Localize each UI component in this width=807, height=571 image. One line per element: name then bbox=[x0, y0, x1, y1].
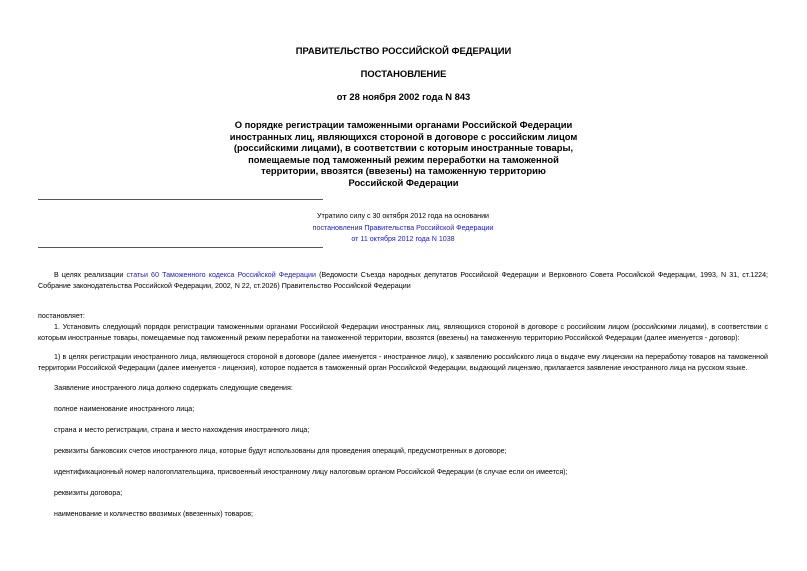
title-line: помещаемые под таможенный режим переработки на таможенной bbox=[248, 153, 559, 165]
repeal-decree-date-link[interactable]: от 11 октября 2012 года N 1038 bbox=[351, 235, 455, 243]
statement-intro: Заявление иностранного лица должно содержать следующие сведения: bbox=[54, 384, 293, 392]
intro-paragraph bbox=[38, 270, 768, 293]
repeal-decree-link[interactable]: постановления Правительства Российской Федерации bbox=[312, 223, 494, 232]
document-type: ПОСТАНОВЛЕНИЕ bbox=[360, 68, 447, 79]
title-line: О порядке регистрации таможенными органами Российской Федерации bbox=[234, 119, 573, 130]
divider-bottom bbox=[38, 247, 323, 248]
intro-text-rest: (Ведомости Съезда народных депутатов Российской Федерации и Верховного Совета Российской Федерации, 1993, N 31, ст.1224; Собрание законодательства Российской Федерации, 2002, N 22, ст.2026) Правительство Российской Федерации bbox=[38, 271, 768, 291]
list-item: реквизиты договора; bbox=[54, 489, 123, 497]
list-item: страна и место регистрации, страна и место нахождения иностранного лица; bbox=[54, 426, 310, 434]
customs-code-article-link[interactable]: статьи 60 Таможенного кодекса Российской Федерации bbox=[126, 271, 316, 279]
title-line: территории, ввозятся (ввезены) на таможенную территорию bbox=[261, 165, 546, 176]
list-item: идентификационный номер налогоплательщика, присвоенный иностранному лицу налоговым органом Российской Федерации (в случае если он имеется); bbox=[54, 468, 568, 476]
validity-note bbox=[240, 211, 566, 246]
title-line: (российскими лицами), в соответствии с которым иностранные товары, bbox=[233, 142, 574, 153]
title-line: Российской Федерации bbox=[348, 176, 459, 188]
intro-text: В целях реализации bbox=[54, 271, 127, 279]
list-item: наименование и количество ввозимых (ввезенных) товаров; bbox=[54, 510, 253, 518]
list-item: полное наименование иностранного лица; bbox=[54, 405, 195, 413]
title-line: иностранных лиц, являющихся стороной в договоре с российским лицом bbox=[229, 130, 578, 142]
item-1-subitem-1: 1) в целях регистрации иностранного лица, являющегося стороной в договоре (далее именуется - иностранное лицо), к заявлению российского лица о выдаче ему лицензии на переработку товаров на таможенной территории Российской Федерации (далее именуется - лицензия), которое подается в таможенный орган Российской Федерации, выдающий лицензию, прилагается заявление иностранного лица на русском языке. bbox=[38, 353, 768, 373]
document-date-number: от 28 ноября 2002 года N 843 bbox=[336, 91, 471, 102]
government-name: ПРАВИТЕЛЬСТВО РОССИЙСКОЙ ФЕДЕРАЦИИ bbox=[295, 45, 512, 56]
item-1: 1. Установить следующий порядок регистрации таможенными органами Российской Федерации иностранных лиц, являющихся стороной в договоре с российским лицом (российскими лицами), в соответствии с которым иностранные товары, помещаемые под таможенный режим переработки на таможенной территории, ввозятся (ввезены) на таможенную территорию Российской Федерации (далее именуется - договор): bbox=[38, 323, 768, 343]
list-item: реквизиты банковских счетов иностранного лица, которые будут использованы для проведения операций, предусмотренных в договоре; bbox=[54, 447, 507, 455]
decrees-word: постановляет: bbox=[38, 312, 85, 320]
divider-top bbox=[38, 199, 323, 200]
validity-note-text: Утратило силу с 30 октября 2012 года на основании bbox=[316, 212, 490, 220]
